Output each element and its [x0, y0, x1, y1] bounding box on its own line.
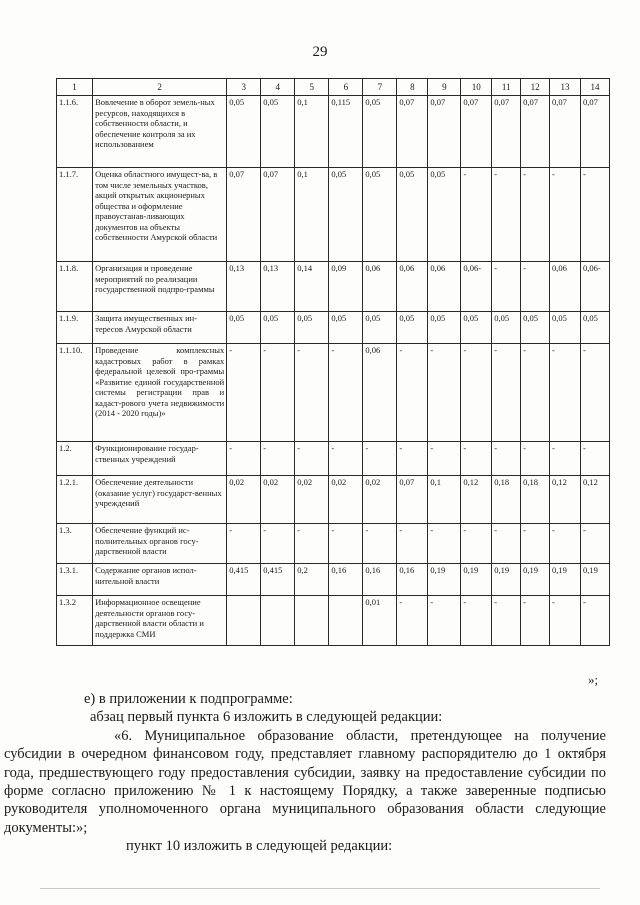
- value-cell: 0,14: [295, 262, 329, 312]
- row-description: Проведение комплексных кадастровых работ в рамках федеральной целевой про-граммы «Развитие единой государственной системы регистрации прав и кадаст-рового учета недвижимости (2014 - 2020 годы)»: [93, 344, 227, 442]
- value-cell: -: [227, 442, 261, 476]
- value-cell: 0,09: [329, 262, 363, 312]
- row-code: 1.2.: [57, 442, 93, 476]
- value-cell: -: [329, 524, 363, 564]
- column-header: 14: [580, 79, 609, 96]
- value-cell: -: [492, 442, 521, 476]
- value-cell: 0,05: [397, 168, 428, 262]
- value-cell: -: [461, 524, 492, 564]
- value-cell: 0,06: [428, 262, 461, 312]
- value-cell: 0,16: [397, 564, 428, 596]
- value-cell: 0,415: [261, 564, 295, 596]
- value-cell: 0,07: [521, 96, 550, 168]
- value-cell: -: [329, 344, 363, 442]
- row-code: 1.3.: [57, 524, 93, 564]
- table-row: [57, 312, 610, 344]
- column-header: 10: [461, 79, 492, 96]
- value-cell: -: [580, 596, 609, 646]
- paragraph-e: е) в приложении к подпрограмме:: [84, 691, 293, 707]
- row-code: 1.1.9.: [57, 312, 93, 344]
- value-cell: [329, 596, 363, 646]
- value-cell: -: [397, 344, 428, 442]
- value-cell: -: [580, 344, 609, 442]
- value-cell: 0,07: [261, 168, 295, 262]
- value-cell: -: [492, 168, 521, 262]
- row-description: Обеспечение функций ис-полнительных органов госу-дарственной власти: [93, 524, 227, 564]
- column-header: 9: [428, 79, 461, 96]
- closing-quote: »;: [588, 672, 599, 687]
- value-cell: -: [461, 168, 492, 262]
- value-cell: -: [521, 262, 550, 312]
- value-cell: -: [295, 524, 329, 564]
- paragraph-punkt: пункт 10 изложить в следующей редакции:: [126, 838, 393, 855]
- value-cell: 0,1: [295, 96, 329, 168]
- value-cell: 0,1: [428, 476, 461, 524]
- value-cell: 0,05: [428, 168, 461, 262]
- value-cell: -: [295, 442, 329, 476]
- value-cell: 0,07: [397, 96, 428, 168]
- value-cell: 0,05: [363, 312, 397, 344]
- value-cell: 0,05: [261, 96, 295, 168]
- value-cell: -: [295, 344, 329, 442]
- value-cell: 0,12: [461, 476, 492, 524]
- value-cell: 0,18: [492, 476, 521, 524]
- value-cell: 0,05: [397, 312, 428, 344]
- value-cell: 0,05: [227, 312, 261, 344]
- value-cell: -: [550, 524, 581, 564]
- value-cell: -: [428, 344, 461, 442]
- value-cell: 0,05: [227, 96, 261, 168]
- value-cell: [295, 596, 329, 646]
- value-cell: 0,115: [329, 96, 363, 168]
- paragraph-abzac: абзац первый пункта 6 изложить в следующей редакции:: [90, 709, 443, 726]
- value-cell: -: [397, 524, 428, 564]
- value-cell: [261, 596, 295, 646]
- value-cell: -: [428, 442, 461, 476]
- value-cell: 0,19: [550, 564, 581, 596]
- value-cell: 0,19: [580, 564, 609, 596]
- value-cell: 0,06: [363, 344, 397, 442]
- value-cell: -: [227, 524, 261, 564]
- row-description: Обеспечение деятельности (оказание услуг) государст-венных учреждений: [93, 476, 227, 524]
- value-cell: 0,05: [461, 312, 492, 344]
- value-cell: 0,02: [295, 476, 329, 524]
- value-cell: 0,02: [227, 476, 261, 524]
- column-header: 8: [397, 79, 428, 96]
- value-cell: -: [461, 344, 492, 442]
- value-cell: 0,07: [397, 476, 428, 524]
- budget-table: [56, 78, 610, 646]
- table-row: [57, 564, 610, 596]
- value-cell: 0,07: [461, 96, 492, 168]
- value-cell: -: [261, 442, 295, 476]
- value-cell: -: [261, 344, 295, 442]
- value-cell: 0,05: [550, 312, 581, 344]
- column-header: 3: [227, 79, 261, 96]
- column-header: 4: [261, 79, 295, 96]
- value-cell: 0,07: [550, 96, 581, 168]
- column-header: 7: [363, 79, 397, 96]
- value-cell: -: [521, 168, 550, 262]
- value-cell: -: [492, 262, 521, 312]
- value-cell: 0,07: [227, 168, 261, 262]
- value-cell: -: [521, 524, 550, 564]
- value-cell: -: [397, 596, 428, 646]
- table-header-row: [57, 79, 610, 96]
- paragraph-quote: «6. Муниципальное образование области, претендующее на получение субсидии в очередном финансовом году, представляет главному распорядителю до 1 октября года, предшествующего году предоставления субсидии, заявку на предоставление субсидии по форме согласно приложению № 1 к настоящему Порядку, а также заверенные подписью руководителя уполномоченного органа муниципального образования области следующие документы:»;: [4, 727, 606, 836]
- value-cell: 0,06: [397, 262, 428, 312]
- value-cell: -: [521, 442, 550, 476]
- value-cell: -: [363, 524, 397, 564]
- value-cell: 0,415: [227, 564, 261, 596]
- value-cell: -: [492, 596, 521, 646]
- value-cell: 0,02: [329, 476, 363, 524]
- value-cell: -: [492, 344, 521, 442]
- value-cell: 0,2: [295, 564, 329, 596]
- value-cell: 0,05: [521, 312, 550, 344]
- value-cell: -: [261, 524, 295, 564]
- value-cell: -: [550, 442, 581, 476]
- value-cell: -: [397, 442, 428, 476]
- table-row: [57, 442, 610, 476]
- value-cell: 0,06: [550, 262, 581, 312]
- value-cell: 0,19: [428, 564, 461, 596]
- page-number: 29: [312, 44, 328, 60]
- value-cell: 0,02: [261, 476, 295, 524]
- value-cell: 0,13: [261, 262, 295, 312]
- value-cell: 0,05: [363, 168, 397, 262]
- value-cell: 0,05: [580, 312, 609, 344]
- value-cell: 0,05: [492, 312, 521, 344]
- row-description: Оценка областного имущест-ва, в том числе земельных участков, акций открытых акционерных общества и оформление правоустанав-ливающих документов на объекты собственности Амурской области: [93, 168, 227, 262]
- table-row: [57, 168, 610, 262]
- value-cell: 0,19: [492, 564, 521, 596]
- value-cell: 0,06-: [580, 262, 609, 312]
- value-cell: -: [521, 344, 550, 442]
- value-cell: 0,07: [580, 96, 609, 168]
- row-description: Защита имущественных ин-тересов Амурской области: [93, 312, 227, 344]
- value-cell: 0,01: [363, 596, 397, 646]
- column-header: 6: [329, 79, 363, 96]
- table-row: [57, 344, 610, 442]
- value-cell: 0,07: [492, 96, 521, 168]
- value-cell: [227, 596, 261, 646]
- value-cell: -: [363, 442, 397, 476]
- value-cell: -: [461, 596, 492, 646]
- value-cell: 0,07: [428, 96, 461, 168]
- row-description: Содержание органов испол-нительной власти: [93, 564, 227, 596]
- value-cell: 0,05: [363, 96, 397, 168]
- value-cell: 0,19: [521, 564, 550, 596]
- value-cell: 0,12: [580, 476, 609, 524]
- row-code: 1.1.6.: [57, 96, 93, 168]
- table-row: [57, 262, 610, 312]
- value-cell: 0,18: [521, 476, 550, 524]
- row-code: 1.1.8.: [57, 262, 93, 312]
- table-row: [57, 596, 610, 646]
- value-cell: 0,16: [329, 564, 363, 596]
- scan-edge: [40, 888, 600, 889]
- value-cell: 0,1: [295, 168, 329, 262]
- value-cell: -: [428, 524, 461, 564]
- value-cell: 0,06: [363, 262, 397, 312]
- value-cell: 0,02: [363, 476, 397, 524]
- value-cell: -: [329, 442, 363, 476]
- row-description: Организация и проведение мероприятий по реализации государственной подпро-граммы: [93, 262, 227, 312]
- value-cell: -: [550, 596, 581, 646]
- value-cell: 0,05: [295, 312, 329, 344]
- row-code: 1.3.1.: [57, 564, 93, 596]
- column-header: 11: [492, 79, 521, 96]
- column-header: 13: [550, 79, 581, 96]
- value-cell: -: [550, 344, 581, 442]
- table-row: [57, 476, 610, 524]
- value-cell: -: [580, 168, 609, 262]
- value-cell: 0,05: [428, 312, 461, 344]
- value-cell: 0,05: [329, 312, 363, 344]
- value-cell: 0,12: [550, 476, 581, 524]
- row-description: Информационное освещение деятельности органов госу-дарственной власти области и поддержка СМИ: [93, 596, 227, 646]
- value-cell: -: [550, 168, 581, 262]
- value-cell: 0,05: [329, 168, 363, 262]
- value-cell: -: [428, 596, 461, 646]
- value-cell: 0,05: [261, 312, 295, 344]
- row-description: Функционирование государ-ственных учреждений: [93, 442, 227, 476]
- row-code: 1.2.1.: [57, 476, 93, 524]
- row-code: 1.1.7.: [57, 168, 93, 262]
- column-header: 12: [521, 79, 550, 96]
- row-description: Вовлечение в оборот земель-ных ресурсов, находящихся в собственности области, и обеспечение контроля за их использованием: [93, 96, 227, 168]
- value-cell: -: [580, 442, 609, 476]
- body-text: [4, 690, 606, 856]
- column-header: 2: [93, 79, 227, 96]
- table-row: [57, 524, 610, 564]
- table-row: [57, 96, 610, 168]
- row-code: 1.3.2: [57, 596, 93, 646]
- row-code: 1.1.10.: [57, 344, 93, 442]
- value-cell: 0,13: [227, 262, 261, 312]
- value-cell: -: [521, 596, 550, 646]
- value-cell: -: [461, 442, 492, 476]
- value-cell: -: [580, 524, 609, 564]
- value-cell: 0,06-: [461, 262, 492, 312]
- value-cell: -: [227, 344, 261, 442]
- column-header: 1: [57, 79, 93, 96]
- value-cell: 0,19: [461, 564, 492, 596]
- column-header: 5: [295, 79, 329, 96]
- value-cell: 0,16: [363, 564, 397, 596]
- value-cell: -: [492, 524, 521, 564]
